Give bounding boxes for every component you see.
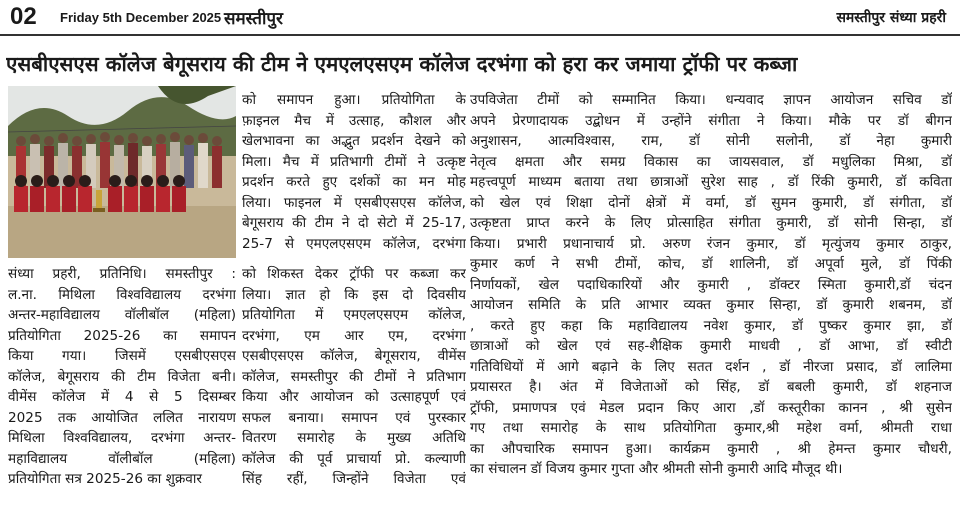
text-line: कुमार कर्ण ने सभी टीमों, कोच, डॉ शालिनी, डॉ अपूर्वा मुले, डॉ पिंकी [470,256,952,272]
text-line: आयोजन समिति के प्रति आभार व्यक्त कुमार सिन्हा, डॉ कुमारी शबनम, डॉ [470,297,952,313]
text-line: फ़ाइनल मैच में उत्साह, कौशल और [242,112,466,129]
text-line: ट्रॉफी, प्रमाणपत्र एवं मेडल प्रदान किए आरा ,डॉ कस्तूरीका कानन , श्री सुसेन [470,399,952,416]
text-line: छात्राओं को खेल एवं सह-शैक्षिक कुमारी माधवी , डॉ आभा, डॉ स्वीटी [470,338,952,354]
team-photo-illustration [8,86,236,258]
text-line: खेलभावना का अद्भुत प्रदर्शन देखने को [242,133,466,149]
text-line: प्रयासरत है। अंत में विजेताओं को सिंह, डॉ बबली कुमारी, डॉ शहनाज [470,379,952,395]
text-line: प्रतियोगिता 2025-26 का समापन [8,327,236,344]
edition-city: समस्तीपुर [224,9,283,29]
text-line: प्रदर्शन करते हुए दर्शकों का मन मोह [242,174,466,190]
text-line: 2025 तक आयोजित ललित नारायण [8,409,236,426]
text-line: किया और आयोजन को उत्साहपूर्ण एवं [242,389,466,405]
article-column-b [470,90,952,480]
text-line: का संचालन डॉ विजय कुमार गुप्ता और श्रीमती सोनी कुमारी आदि मौजूद थी। [470,461,843,477]
article-column-a-lead [8,264,236,490]
text-line: ल.ना. मिथिला विश्वविद्यालय दरभंगा [8,286,236,303]
text-line: सिंह रहीं, जिन्होंने विजेता एवं [242,471,466,487]
text-line: गए तथा समारोह के साथ प्रतियोगिता कुमार,श्री महेश वर्मा, श्रीमती राधा [470,420,952,436]
team-photo [8,86,236,258]
newspaper-name: समस्तीपुर संध्या प्रहरी [836,10,946,26]
text-line: कॉलेज, बेगूसराय की टीम विजेता बनी। [8,368,236,385]
text-line: मिला। मैच में प्रतिभागी टीमों ने उत्कृष्ट [242,153,466,170]
text-line: अपने प्रेरणादायक उद्बोधन में उन्होंने संगीता ने किया। मौके पर डॉ बीगन [470,112,952,129]
text-line: अन्तर-महाविद्यालय वॉलीबॉल (महिला) [8,307,236,323]
text-line: अनुशासन, आत्मविश्वास, राम, डॉ सोनी सलोनी, डॉ नेहा कुमारी [470,133,952,149]
text-line: 25-7 से एमएलएसएम कॉलेज, दरभंगा [242,235,466,252]
text-line: बेगूसराय की टीम ने दो सेटो में 25-17, [242,215,466,231]
text-line: नेतृत्व क्षमता और समग्र विकास का जायसवाल, डॉ मधुलिका मिश्रा, डॉ [470,153,952,170]
article-column-a-middle [242,264,466,490]
text-line: संध्या प्रहरी, प्रतिनिधि। समस्तीपुर : [8,266,236,282]
text-line: लिया। ज्ञात हो कि इस दो दिवसीय [242,286,466,303]
text-line: को शिकस्त देकर ट्रॉफी पर कब्जा कर [242,266,466,282]
text-line: किया गया। जिसमें एसबीएसएस [8,348,236,364]
masthead [0,0,960,36]
text-line: को खेल एवं शिक्षा दोनों क्षेत्रों में वर्मा, डॉ सुमन कुमारी, डॉ संगीता, डॉ [470,194,952,211]
text-line: का औपचारिक समापन हुआ। कार्यक्रम कुमारी , श्री हेमन्त कुमार चौधरी, [470,440,952,457]
text-line: उपविजेता टीमों को सम्मानित किया। धन्यवाद ज्ञापन आयोजन सचिव डॉ [470,92,952,108]
text-line: मिथिला विश्वविद्यालय, दरभंगा अन्तर- [8,430,236,446]
text-line: वीमेंस कॉलेज में 4 से 5 दिसम्बर [8,389,236,405]
edition-date: Friday 5th December 2025 [60,10,222,25]
text-line: दरभंगा, एम आर एम, दरभंगा [242,327,466,344]
text-line: महत्त्वपूर्ण माध्यम बताया तथा छात्राओं सुरेश साह , डॉ रिंकी कुमारी, डॉ कविता [470,174,952,190]
text-line: प्रतियोगिता में एमएलएसएम कॉलेज, [242,307,466,323]
text-line: किया। प्रभारी प्रधानाचार्य प्रो. अरुण रंजन कुमार, डॉ मृत्युंजय कुमार ठाकुर, [470,235,952,252]
text-line: को समापन हुआ। प्रतियोगिता के [242,92,466,108]
text-line: निर्णायकों, खेल पदाधिकारियों और कुमारी , डॉक्टर स्मिता कुमारी,डॉ चंदन [470,276,952,293]
article-column-a-top [242,90,466,254]
text-line: सफल बनाया। समापन एवं पुरस्कार [242,409,466,426]
text-line: लिया। फाइनल में एसबीएसएस कॉलेज, [242,194,466,211]
text-line: गतिविधियों में आगे बढ़ाने के लिए सतत दर्शन , डॉ नीरजा प्रसाद, डॉ लालिमा [470,358,952,375]
text-line: प्रतियोगिता सत्र 2025-26 का शुक्रवार [8,471,202,487]
text-line: वितरण समारोह के मुख्य अतिथि [242,430,466,446]
page-number: 02 [10,3,37,30]
text-line: एसबीएसएस कॉलेज, बेगूसराय, वीमेंस [242,348,466,364]
text-line: उत्कृष्टता प्राप्त करने के लिए प्रोत्साहित संगीता कुमारी, डॉ सोनी सिन्हा, डॉ [470,215,952,231]
text-line: महाविद्यालय वॉलीबॉल (महिला) [8,450,236,467]
text-line: कॉलेज की पूर्व प्राचार्या प्रो. कल्याणी [242,450,466,467]
text-line: , करते हुए कहा कि महाविद्यालय नवेश कुमार, डॉ पुष्कर कुमार झा, डॉ [470,317,952,334]
text-line: कॉलेज, समस्तीपुर की टीमों ने प्रतिभाग [242,368,466,385]
article-headline: एसबीएसएस कॉलेज बेगूसराय की टीम ने एमएलएसएम कॉलेज दरभंगा को हरा कर जमाया ट्रॉफी पर कब्जा [6,52,798,76]
